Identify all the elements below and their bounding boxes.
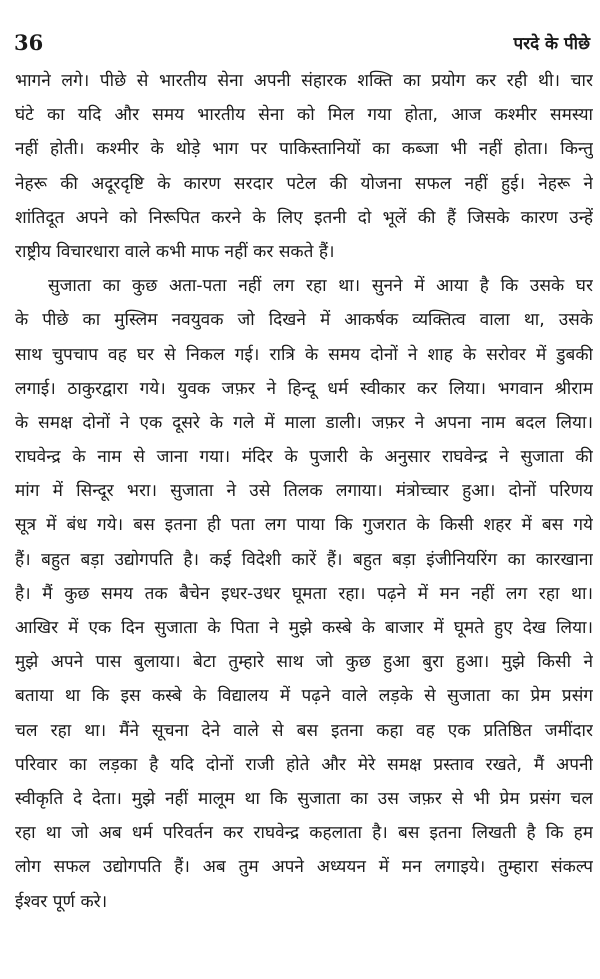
text-line: रहा था जो अब धर्म परिवर्तन कर राघवेन्द्र कहलाता है। बस इतना लिखती है कि हम	[15, 823, 593, 844]
paragraph	[15, 269, 593, 919]
text-line: घंटे का यदि और समय भारतीय सेना को मिल गया होता, आज कश्मीर समस्या	[15, 105, 593, 126]
text-line: के समक्ष दोनों ने एक दूसरे के गले में माला डाली। जफ़र ने अपना नाम बदल लिया।	[15, 412, 593, 433]
text-line: लोग सफल उद्योगपति हैं। अब तुम अपने अध्ययन में मन लगाइये। तुम्हारा संकल्प	[15, 857, 593, 878]
text-line: राघवेन्द्र के नाम से जाना गया। मंदिर के पुजारी के अनुसार राघवेन्द्र ने सुजाता की	[15, 447, 593, 468]
text-line: हैं। बहुत बड़ा उद्योगपति है। कई विदेशी कारें हैं। बहुत बड़ा इंजीनियरिंग का कारखाना	[15, 549, 593, 570]
text-line: चल रहा था। मैंने सूचना देने वाले से बस इतना कहा वह एक प्रतिष्ठित जमींदार	[15, 720, 593, 741]
text-line: सुजाता का कुछ अता-पता नहीं लग रहा था। सुनने में आया है कि उसके घर	[48, 276, 593, 297]
text-line: लगाई। ठाकुरद्वारा गये। युवक जफ़र ने हिन्दू धर्म स्वीकार कर लिया। भगवान श्रीराम	[15, 378, 593, 399]
text-line: साथ चुपचाप वह घर से निकल गई। रात्रि के समय दोनों ने शाह के सरोवर में डुबकी	[15, 344, 593, 365]
text-line: ईश्वर पूर्ण करे।	[15, 891, 108, 912]
text-line: नहीं होती। कश्मीर के थोड़े भाग पर पाकिस्तानियों का कब्जा भी नहीं होता। किन्तु	[15, 139, 593, 160]
running-title: परदे के पीछे	[513, 34, 590, 54]
text-line: परिवार का लड़का है यदि दोनों राजी होते और मेरे समक्ष प्रस्ताव रखते, मैं अपनी	[15, 754, 593, 775]
text-line: सूत्र में बंध गये। बस इतना ही पता लग पाया कि गुजरात के किसी शहर में बस गये	[15, 515, 593, 536]
text-line: है। मैं कुछ समय तक बैचेन इधर-उधर घूमता रहा। पढ़ने में मन नहीं लग रहा था।	[15, 583, 593, 604]
text-line: मांग में सिन्दूर भरा। सुजाता ने उसे तिलक लगाया। मंत्रोच्चार हुआ। दोनों परिणय	[15, 481, 593, 502]
text-line: शांतिदूत अपने को निरूपित करने के लिए इतनी दो भूलें की हैं जिसके कारण उन्हें	[15, 207, 593, 228]
page-number: 36	[14, 30, 44, 55]
body-text	[15, 64, 593, 919]
text-line: नेहरू की अदूरदृष्टि के कारण सरदार पटेल की योजना सफल नहीं हुई। नेहरू ने	[15, 173, 593, 194]
text-line: के पीछे का मुस्लिम नवयुवक जो दिखने में आकर्षक व्यक्तित्व वाला था, उसके	[15, 310, 593, 331]
page-header	[8, 30, 592, 60]
text-line: आखिर में एक दिन सुजाता के पिता ने मुझे कस्बे के बाजार में घूमते हुए देख लिया।	[15, 618, 593, 638]
text-line: बताया था कि इस कस्बे के विद्यालय में पढ़ने वाले लड़के से सुजाता का प्रेम प्रसंग	[15, 686, 593, 707]
text-line: राष्ट्रीय विचारधारा वाले कभी माफ नहीं कर सकते हैं।	[15, 241, 335, 262]
text-line: मुझे अपने पास बुलाया। बेटा तुम्हारे साथ जो कुछ हुआ बुरा हुआ। मुझे किसी ने	[15, 652, 593, 673]
text-line: स्वीकृति दे देता। मुझे नहीं मालूम था कि सुजाता का उस जफ़र से भी प्रेम प्रसंग चल	[15, 788, 593, 809]
paragraph	[15, 64, 593, 269]
text-line: भागने लगे। पीछे से भारतीय सेना अपनी संहारक शक्ति का प्रयोग कर रही थी। चार	[15, 71, 593, 91]
